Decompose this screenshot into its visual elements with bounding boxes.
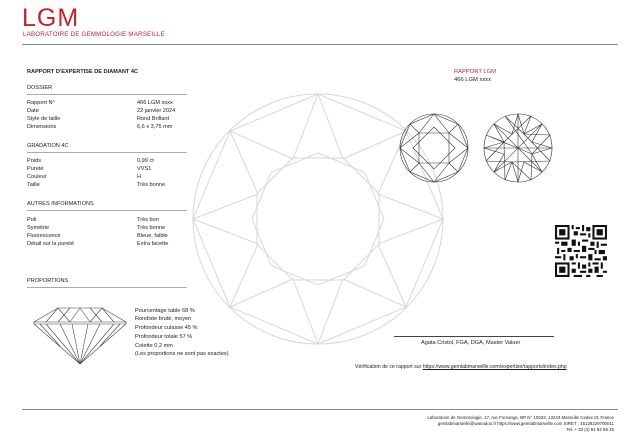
- row-label: Rapport N°: [27, 100, 55, 106]
- info-row: [27, 124, 257, 132]
- footer-phone: Tel. + 33 (4) 91 92 66 45: [566, 427, 614, 432]
- row-value: Bleue, faible: [137, 233, 168, 239]
- rapport-lgm-title: RAPPORT LGM: [454, 69, 496, 75]
- proportion-line: Colette 0,2 mm: [135, 343, 173, 349]
- section-divider: [27, 210, 187, 211]
- row-value: Rond Brillant: [137, 116, 170, 122]
- verification-label: Vérification de ce rapport sur: [355, 364, 422, 370]
- signature-line: [394, 336, 554, 337]
- row-label: Style de taille: [27, 116, 61, 122]
- lab-name: LABORATOIRE DE GEMMOLOGIE MARSEILLE: [23, 31, 165, 38]
- section-gradation-heading: GRADATION 4C: [27, 143, 69, 149]
- row-label: Poids: [27, 158, 41, 164]
- section-dossier-heading: DOSSIER: [27, 85, 53, 91]
- footer-contact: gemlabmarseille@wanadoo.fr https://www.gemlabmarseille.com SIRET : 45129229700011: [437, 421, 614, 426]
- proportion-line: Rondiste bruté, moyen: [135, 316, 192, 322]
- proportion-line: Pourcentage table 68 %: [135, 308, 195, 314]
- row-label: Détail sur la pureté: [27, 241, 74, 247]
- row-value: Très bonne: [137, 225, 166, 231]
- row-label: Poli: [27, 217, 37, 223]
- diamond-profile-icon: [30, 306, 130, 366]
- report-title: RAPPORT D'EXPERTISE DE DIAMANT 4C: [27, 69, 139, 75]
- row-label: Couleur: [27, 174, 47, 180]
- row-value: 6,6 x 3,75 mm: [137, 124, 173, 130]
- info-row: [27, 108, 257, 116]
- footer-address: Laboratoire de Gemmologie, 17, rue Fornange, BP N° 10033, 13243 Marseille Cedex 01 France: [427, 415, 614, 420]
- section-divider: [27, 287, 187, 288]
- verification-text: [355, 364, 567, 370]
- proportion-line: Profondeur totale 57 %: [135, 334, 193, 340]
- section-autres-heading: AUTRES INFORMATIONS: [27, 201, 94, 207]
- section-divider: [27, 152, 187, 153]
- row-value: H: [137, 174, 142, 180]
- section-proportions-heading: PROPORTIONS: [27, 278, 69, 284]
- proportion-line: Profondeur culasse 45 %: [135, 325, 198, 331]
- header-divider: [22, 44, 618, 45]
- info-row: [27, 116, 257, 124]
- row-label: Dimensions: [27, 124, 57, 130]
- signatory-name: Agata Cristol, FGA, DGA, Master Valuer: [421, 340, 521, 346]
- info-row: [27, 174, 257, 182]
- row-label: Symétrie: [27, 225, 50, 231]
- row-value: Très bonne: [137, 182, 166, 188]
- row-label: Taille: [27, 182, 40, 188]
- info-row: [27, 225, 257, 233]
- rapport-lgm-number: 466 LGM xxxx: [454, 77, 492, 83]
- info-row: [27, 182, 257, 190]
- row-value: Extra facette: [137, 241, 169, 247]
- row-label: Fluorescence: [27, 233, 61, 239]
- verification-link[interactable]: https://www.gemlabmarseille.com/expertise/rapports/index.php: [422, 364, 567, 370]
- footer-divider: [22, 409, 618, 410]
- info-row: [27, 166, 257, 174]
- proportion-note: (Les proportions ne sont pas exactes): [135, 351, 229, 357]
- row-label: Pureté: [27, 166, 44, 172]
- info-row: [27, 241, 257, 249]
- row-value: VVS1: [137, 166, 152, 172]
- lgm-logo: LGM: [22, 4, 80, 32]
- row-value: 22 janvier 2024: [137, 108, 176, 114]
- row-label: Date: [27, 108, 39, 114]
- row-value: 0,99 ct: [137, 158, 154, 164]
- row-value: Très bon: [137, 217, 159, 223]
- info-row: [27, 233, 257, 241]
- info-row: [27, 158, 257, 166]
- info-row: [27, 217, 257, 225]
- info-row: [27, 100, 257, 108]
- section-divider: [27, 94, 187, 95]
- diamond-crown-view-icon: [398, 112, 470, 184]
- diamond-pavilion-view-icon: [482, 112, 554, 184]
- qr-code-icon[interactable]: [555, 225, 607, 277]
- row-value: 466 LGM xxxx: [137, 100, 173, 106]
